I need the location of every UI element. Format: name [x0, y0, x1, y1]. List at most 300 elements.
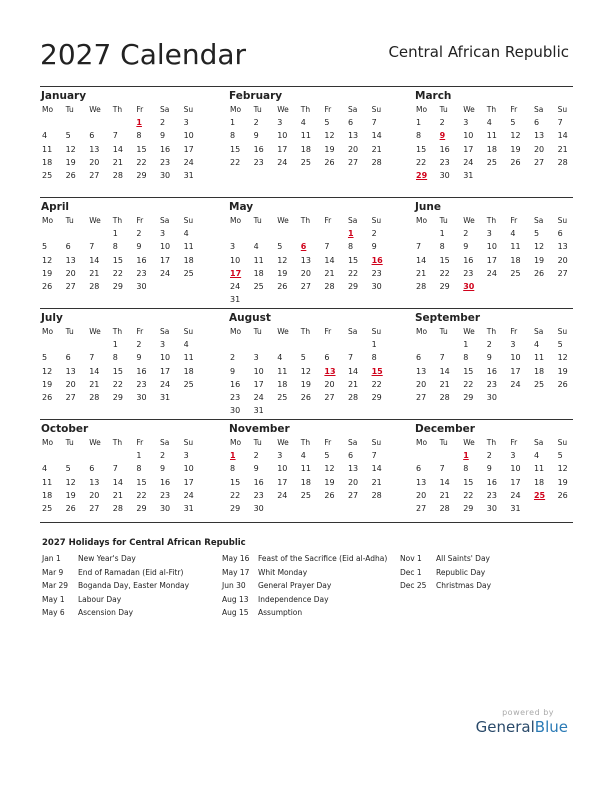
day-cell: 15 — [136, 477, 147, 487]
empty-day-cell — [228, 227, 252, 240]
month-name: August — [229, 312, 271, 324]
day-cell: 25 — [486, 157, 497, 167]
day-cell: 10 — [159, 242, 171, 252]
day-cell: 29 — [463, 392, 474, 402]
holiday-item — [398, 579, 491, 593]
day-cell: 1 — [416, 118, 422, 128]
holiday-column — [220, 552, 387, 620]
day-cell: 3 — [510, 451, 516, 461]
weekday-label: Fr — [136, 327, 144, 336]
empty-day-cell — [370, 404, 394, 417]
holiday-date: Jun 30 — [222, 581, 246, 590]
holiday-day-cell: 30 — [463, 281, 475, 291]
day-cell: 4 — [42, 464, 48, 474]
day-cell: 29 — [439, 281, 450, 291]
day-cell: 12 — [65, 477, 76, 487]
weekday-label: We — [463, 438, 475, 447]
day-cell: 30 — [136, 281, 147, 291]
day-cell: 30 — [486, 503, 497, 513]
months-grid — [40, 86, 573, 530]
day-cell: 1 — [439, 229, 445, 239]
day-cell: 10 — [463, 131, 474, 141]
day-cell: 30 — [253, 503, 264, 513]
day-cell: 16 — [230, 379, 241, 389]
day-cell: 24 — [253, 392, 264, 402]
day-cell: 11 — [510, 242, 521, 252]
day-cell: 23 — [136, 268, 147, 278]
day-cell: 1 — [371, 340, 377, 350]
month-november — [228, 420, 388, 515]
day-cell: 17 — [463, 144, 474, 154]
day-cell: 30 — [371, 281, 382, 291]
month-january — [40, 87, 200, 182]
day-cell: 24 — [230, 281, 241, 291]
day-cell: 18 — [253, 268, 264, 278]
month-row — [40, 197, 573, 308]
day-cell: 17 — [183, 144, 194, 154]
brand-name — [476, 718, 568, 736]
day-cell: 23 — [230, 392, 241, 402]
month-name: March — [415, 90, 452, 102]
holiday-date: Mar 29 — [42, 581, 69, 590]
day-cell: 13 — [89, 477, 100, 487]
holiday-date: Mar 9 — [42, 567, 64, 577]
day-cell: 29 — [463, 503, 474, 513]
holiday-item — [398, 566, 491, 580]
day-cell: 2 — [371, 229, 377, 239]
day-cell: 12 — [42, 366, 53, 376]
day-cell: 22 — [112, 379, 123, 389]
day-cell: 8 — [136, 464, 142, 474]
day-cell: 13 — [416, 366, 427, 376]
day-cell: 6 — [89, 464, 95, 474]
day-cell: 2 — [253, 118, 259, 128]
day-cell: 5 — [557, 340, 563, 350]
day-cell: 21 — [416, 268, 427, 278]
empty-day-cell — [508, 169, 532, 182]
day-cell: 26 — [324, 157, 335, 167]
day-cell: 16 — [463, 255, 474, 265]
weekday-label: Su — [557, 438, 568, 447]
month-name: November — [229, 423, 290, 435]
empty-day-cell — [182, 391, 206, 404]
weekday-label: Su — [371, 105, 382, 114]
holiday-day-cell: 25 — [533, 490, 546, 500]
day-cell: 4 — [533, 340, 540, 350]
day-cell: 29 — [230, 503, 241, 513]
day-cell: 20 — [416, 490, 427, 500]
empty-day-cell — [346, 404, 370, 417]
day-cell: 7 — [439, 353, 445, 363]
day-cell: 7 — [347, 353, 354, 363]
weekday-label: We — [463, 216, 475, 225]
day-cell: 5 — [65, 464, 71, 474]
day-cell: 1 — [136, 451, 142, 461]
weekday-label: Th — [112, 438, 123, 447]
weekday-label: Th — [486, 327, 497, 336]
empty-day-cell — [370, 293, 394, 306]
day-cell: 20 — [300, 268, 311, 278]
day-cell: 19 — [65, 157, 76, 167]
day-cell: 16 — [136, 366, 147, 376]
day-cell: 23 — [486, 490, 497, 500]
weekday-label: We — [277, 105, 289, 114]
day-cell: 9 — [159, 131, 166, 141]
weekday-label: Fr — [324, 216, 332, 225]
day-cell: 6 — [89, 131, 95, 141]
weekday-label: Th — [486, 105, 497, 114]
day-cell: 9 — [136, 242, 142, 252]
day-cell: 31 — [230, 295, 241, 305]
holiday-name: Feast of the Sacrifice (Eid al-Adha) — [258, 554, 388, 563]
empty-day-cell — [87, 338, 111, 351]
day-cell: 26 — [557, 379, 568, 389]
holiday-day-cell: 15 — [371, 366, 383, 376]
day-cell: 27 — [65, 392, 76, 402]
holiday-name: Christmas Day — [436, 581, 492, 590]
day-cell: 31 — [183, 503, 194, 513]
weekday-label: Tu — [439, 216, 448, 225]
day-cell: 8 — [416, 131, 422, 141]
day-cell: 2 — [486, 451, 492, 461]
weekday-label: We — [277, 438, 289, 447]
day-cell: 5 — [65, 131, 71, 141]
month-row — [40, 86, 573, 197]
day-cell: 9 — [253, 131, 259, 141]
weekday-label: Fr — [136, 105, 144, 114]
day-cell: 15 — [347, 255, 359, 265]
holiday-list — [40, 522, 573, 617]
day-cell: 22 — [347, 268, 359, 278]
day-cell: 2 — [136, 229, 142, 239]
day-cell: 18 — [300, 477, 311, 487]
day-cell: 21 — [324, 268, 335, 278]
holiday-name: Assumption — [258, 608, 303, 617]
day-cell: 8 — [463, 353, 469, 363]
weekday-label: We — [463, 105, 475, 114]
weekday-label: Mo — [416, 327, 428, 336]
holiday-name: Independence Day — [258, 594, 329, 604]
day-cell: 21 — [112, 157, 123, 167]
day-cell: 10 — [253, 366, 264, 376]
weekday-label: Sa — [533, 438, 544, 447]
day-cell: 14 — [439, 366, 450, 376]
day-cell: 20 — [89, 490, 100, 500]
empty-day-cell — [64, 116, 88, 129]
day-cell: 8 — [112, 353, 118, 363]
weekday-label: Tu — [253, 327, 262, 336]
page-title: 2027 Calendar — [40, 38, 247, 71]
day-cell: 3 — [253, 353, 259, 363]
day-cell: 19 — [557, 477, 568, 487]
day-cell: 11 — [533, 464, 545, 474]
day-cell: 23 — [463, 268, 474, 278]
day-cell: 8 — [371, 353, 377, 363]
weekday-label: Mo — [230, 438, 242, 447]
day-cell: 28 — [347, 392, 359, 402]
holiday-name: General Prayer Day — [258, 581, 332, 590]
day-cell: 7 — [324, 242, 330, 252]
day-cell: 11 — [533, 353, 545, 363]
day-cell: 13 — [65, 255, 76, 265]
day-cell: 16 — [253, 477, 264, 487]
day-cell: 17 — [159, 255, 171, 265]
weekday-label: Th — [300, 438, 311, 447]
day-cell: 26 — [324, 490, 335, 500]
empty-day-cell — [485, 280, 509, 293]
month-name: June — [415, 201, 441, 213]
brand-name-general: General — [475, 718, 535, 736]
month-name: February — [229, 90, 283, 102]
holiday-name: Ascension Day — [78, 608, 134, 617]
day-cell: 15 — [112, 255, 123, 265]
month-august — [228, 309, 388, 417]
day-cell: 24 — [277, 157, 288, 167]
empty-day-cell — [299, 293, 323, 306]
day-cell: 4 — [253, 242, 259, 252]
weekday-label: Mo — [42, 216, 54, 225]
day-cell: 4 — [277, 353, 283, 363]
day-cell: 24 — [277, 490, 288, 500]
day-cell: 16 — [486, 477, 497, 487]
empty-day-cell — [322, 404, 346, 417]
day-grid — [228, 325, 388, 417]
weekday-label: Fr — [510, 105, 518, 114]
day-grid — [414, 436, 574, 515]
day-cell: 4 — [486, 118, 492, 128]
day-cell: 11 — [183, 242, 194, 252]
empty-day-cell — [252, 293, 276, 306]
brand-logo[interactable] — [476, 708, 568, 736]
day-cell: 23 — [486, 379, 497, 389]
holiday-date: Aug 13 — [222, 594, 249, 604]
empty-day-cell — [556, 280, 580, 293]
day-cell: 2 — [230, 353, 236, 363]
empty-day-cell — [275, 227, 299, 240]
holiday-date: May 16 — [222, 554, 250, 563]
month-october — [40, 420, 200, 515]
day-cell: 6 — [416, 464, 422, 474]
day-cell: 27 — [347, 157, 359, 167]
day-cell: 30 — [439, 170, 450, 180]
month-september — [414, 309, 574, 404]
day-cell: 21 — [347, 379, 359, 389]
day-cell: 15 — [463, 366, 474, 376]
day-cell: 21 — [371, 477, 382, 487]
day-cell: 12 — [557, 353, 568, 363]
month-name: July — [41, 312, 63, 324]
empty-day-cell — [40, 227, 64, 240]
weekday-label: Su — [371, 327, 382, 336]
month-row — [40, 308, 573, 419]
weekday-label: Sa — [159, 438, 170, 447]
day-cell: 4 — [510, 229, 516, 239]
day-cell: 13 — [89, 144, 100, 154]
day-cell: 9 — [486, 464, 492, 474]
day-cell: 22 — [230, 490, 241, 500]
empty-day-cell — [508, 280, 532, 293]
day-cell: 22 — [112, 268, 123, 278]
day-cell: 20 — [65, 379, 76, 389]
day-cell: 27 — [533, 157, 545, 167]
day-cell: 27 — [324, 392, 335, 402]
empty-day-cell — [182, 280, 206, 293]
day-cell: 13 — [533, 131, 545, 141]
day-cell: 24 — [159, 268, 171, 278]
day-cell: 29 — [347, 281, 359, 291]
holiday-day-cell: 17 — [230, 268, 242, 278]
empty-day-cell — [508, 391, 532, 404]
weekday-label: Sa — [533, 327, 544, 336]
day-cell: 31 — [183, 170, 194, 180]
day-cell: 25 — [300, 157, 311, 167]
day-cell: 22 — [439, 268, 450, 278]
day-cell: 25 — [183, 379, 194, 389]
day-cell: 13 — [300, 255, 311, 265]
holiday-item — [40, 606, 189, 620]
holiday-date: May 1 — [42, 594, 65, 604]
day-cell: 18 — [42, 490, 53, 500]
holiday-date: Dec 1 — [400, 567, 422, 577]
empty-day-cell — [370, 502, 394, 515]
day-cell: 25 — [300, 490, 311, 500]
day-cell: 26 — [65, 503, 76, 513]
empty-day-cell — [556, 169, 580, 182]
day-cell: 23 — [253, 490, 264, 500]
holiday-day-cell: 6 — [300, 242, 307, 252]
day-cell: 17 — [183, 477, 194, 487]
holiday-day-cell: 1 — [136, 118, 142, 128]
holiday-date: Nov 1 — [400, 554, 422, 563]
day-cell: 25 — [277, 392, 288, 402]
empty-day-cell — [556, 391, 580, 404]
day-cell: 30 — [136, 392, 147, 402]
day-grid — [40, 214, 200, 293]
month-december — [414, 420, 574, 515]
day-cell: 23 — [136, 379, 147, 389]
day-cell: 19 — [300, 379, 311, 389]
holiday-item — [398, 552, 491, 566]
empty-day-cell — [485, 169, 509, 182]
day-cell: 23 — [253, 157, 264, 167]
day-cell: 30 — [159, 503, 171, 513]
day-cell: 21 — [439, 379, 450, 389]
day-cell: 12 — [557, 464, 568, 474]
empty-day-cell — [346, 338, 370, 351]
day-cell: 6 — [65, 242, 71, 252]
day-cell: 8 — [439, 242, 445, 252]
day-cell: 25 — [253, 281, 264, 291]
day-cell: 6 — [416, 353, 422, 363]
day-cell: 28 — [439, 392, 450, 402]
empty-day-cell — [275, 338, 299, 351]
day-cell: 30 — [230, 406, 241, 416]
day-cell: 3 — [463, 118, 469, 128]
weekday-label: Sa — [159, 216, 170, 225]
day-cell: 14 — [89, 366, 100, 376]
empty-day-cell — [275, 293, 299, 306]
day-cell: 23 — [371, 268, 382, 278]
empty-day-cell — [414, 227, 438, 240]
weekday-label: We — [89, 438, 101, 447]
day-cell: 19 — [42, 379, 53, 389]
day-cell: 12 — [42, 255, 53, 265]
day-cell: 29 — [371, 392, 382, 402]
country-name: Central African Republic — [388, 43, 569, 61]
day-cell: 7 — [112, 131, 118, 141]
day-cell: 19 — [42, 268, 53, 278]
day-cell: 1 — [112, 340, 118, 350]
day-cell: 13 — [347, 464, 359, 474]
day-cell: 26 — [533, 268, 545, 278]
holiday-date: Aug 15 — [222, 608, 249, 617]
weekday-label: Tu — [253, 105, 262, 114]
weekday-label: Sa — [347, 327, 358, 336]
empty-day-cell — [87, 116, 111, 129]
day-cell: 9 — [463, 242, 469, 252]
holiday-day-cell: 1 — [230, 451, 236, 461]
day-cell: 11 — [486, 131, 497, 141]
weekday-label: Sa — [533, 105, 544, 114]
day-cell: 11 — [42, 477, 53, 487]
weekday-label: Mo — [42, 327, 54, 336]
weekday-label: Tu — [439, 438, 448, 447]
day-cell: 29 — [136, 503, 147, 513]
holiday-date: Dec 25 — [400, 581, 427, 590]
day-cell: 25 — [510, 268, 521, 278]
day-grid — [228, 214, 388, 306]
day-cell: 11 — [42, 144, 53, 154]
empty-day-cell — [322, 227, 346, 240]
day-cell: 22 — [463, 490, 474, 500]
empty-day-cell — [111, 449, 135, 462]
day-cell: 14 — [112, 477, 123, 487]
day-cell: 3 — [510, 340, 516, 350]
empty-day-cell — [40, 116, 64, 129]
weekday-label: Fr — [136, 438, 144, 447]
day-cell: 1 — [230, 118, 236, 128]
empty-day-cell — [87, 227, 111, 240]
day-grid — [228, 103, 388, 169]
day-cell: 22 — [230, 157, 241, 167]
day-grid — [228, 436, 388, 515]
empty-day-cell — [299, 227, 323, 240]
weekday-label: We — [89, 327, 101, 336]
day-cell: 9 — [371, 242, 377, 252]
day-cell: 17 — [510, 366, 521, 376]
day-cell: 5 — [533, 229, 540, 239]
day-cell: 14 — [439, 477, 450, 487]
holiday-item — [220, 579, 387, 593]
day-cell: 17 — [277, 477, 288, 487]
day-cell: 9 — [136, 353, 142, 363]
empty-day-cell — [40, 338, 64, 351]
day-cell: 8 — [347, 242, 354, 252]
day-cell: 8 — [463, 464, 469, 474]
day-cell: 21 — [371, 144, 382, 154]
day-cell: 9 — [253, 464, 259, 474]
weekday-label: Mo — [230, 327, 242, 336]
holiday-day-cell: 16 — [371, 255, 383, 265]
day-cell: 22 — [416, 157, 427, 167]
day-cell: 18 — [183, 366, 194, 376]
empty-day-cell — [532, 280, 556, 293]
empty-day-cell — [532, 502, 556, 515]
day-cell: 8 — [230, 131, 236, 141]
day-cell: 13 — [347, 131, 359, 141]
day-cell: 31 — [159, 392, 171, 402]
day-cell: 9 — [159, 464, 166, 474]
